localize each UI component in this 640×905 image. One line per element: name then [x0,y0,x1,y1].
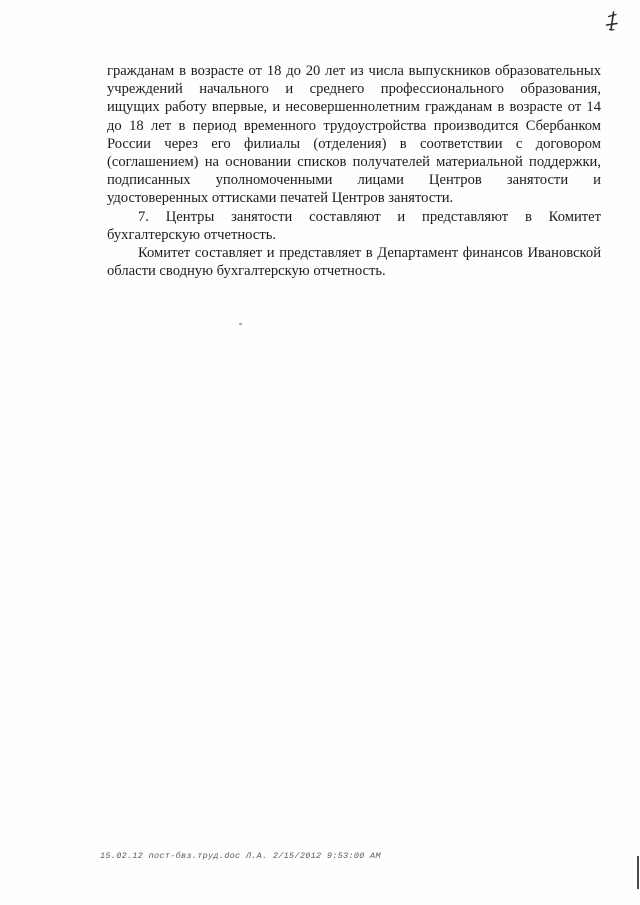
text-line: до 18 лет в период временного трудоустройства производится Сбербанком [107,117,601,134]
handwritten-page-mark-icon [603,9,621,35]
scan-edge-artifact [637,856,639,889]
paragraph [107,208,601,244]
text-line: Комитет составляет и представляет в Департамент финансов Ивановской [138,245,601,262]
text-line: подписанных уполномоченными лицами Центров занятости и [107,172,601,189]
paragraph [107,244,601,280]
text-block [107,62,601,280]
scan-speck [239,323,242,325]
text-line: гражданам в возрасте от 18 до 20 лет из числа выпускников образовательных [107,63,601,79]
text-line: бухгалтерскую отчетность. [107,226,277,243]
text-line: области сводную бухгалтерскую отчетность. [107,263,386,280]
text-line: России через его филиалы (отделения) в соответствии с договором [107,135,601,152]
paragraph [107,62,601,208]
document-footer-filename: 15.02.12 пост-бвз.труд.doc Л.А. 2/15/2012 9:53:00 AM [100,851,381,861]
text-line: удостоверенных оттисками печатей Центров занятости. [107,190,454,207]
text-line: 7. Центры занятости составляют и представляют в Комитет [138,208,601,225]
text-line: ищущих работу впервые, и несовершеннолетним гражданам в возрасте от 14 [107,99,601,116]
text-line: учреждений начального и среднего профессионального образования, [107,81,601,98]
text-line: (соглашением) на основании списков получателей материальной поддержки, [107,154,601,171]
